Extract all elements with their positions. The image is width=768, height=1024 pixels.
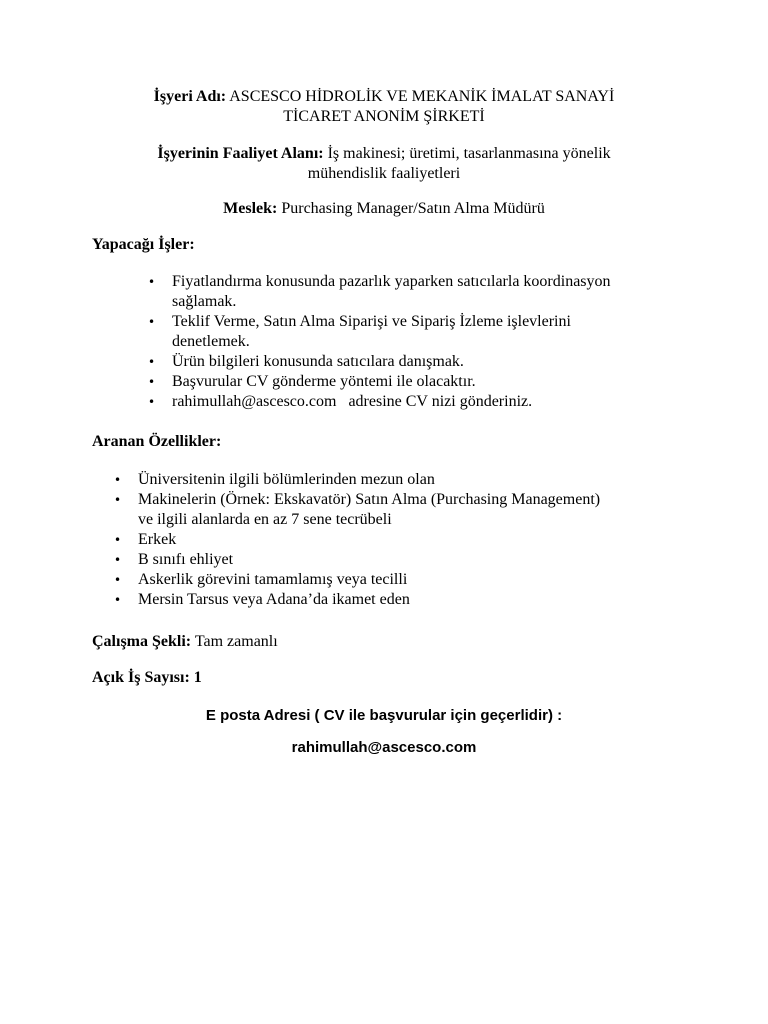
requirements-list: [114, 470, 714, 610]
duties-list: [148, 272, 708, 412]
requirement-line: Askerlik görevini tamamlamış veya tecilli: [138, 571, 408, 588]
work-type-label: Çalışma Şekli:: [92, 633, 192, 650]
bullet-icon: •: [148, 375, 156, 389]
list-item: [148, 352, 708, 372]
bullet-icon: •: [114, 493, 122, 507]
requirement-line: Mersin Tarsus veya Adana’da ikamet eden: [138, 591, 410, 608]
duty-line: Fiyatlandırma konusunda pazarlık yaparken satıcılarla koordinasyon: [172, 273, 611, 290]
open-positions-label: Açık İş Sayısı: 1: [92, 669, 202, 686]
requirements-heading-text: Aranan Özellikler:: [92, 433, 222, 450]
list-item: [148, 372, 708, 392]
workplace-name-label: İşyeri Adı:: [153, 88, 227, 105]
bullet-icon: •: [148, 315, 156, 329]
bullet-icon: •: [148, 395, 156, 409]
activity-area-value-line2: mühendislik faaliyetleri: [307, 165, 461, 182]
email-label: E posta Adresi ( CV ile başvurular için geçerlidir) :: [205, 707, 563, 724]
workplace-name-value-line1: ASCESCO HİDROLİK VE MEKANİK İMALAT SANAYİ: [229, 88, 615, 105]
activity-area-line1: [0, 144, 768, 164]
list-item: [114, 570, 714, 590]
bullet-icon: •: [114, 553, 122, 567]
list-item: [114, 530, 714, 550]
duty-line: Ürün bilgileri konusunda satıcılara danışmak.: [172, 353, 464, 370]
profession-label: Meslek:: [223, 200, 278, 217]
requirement-line: ve ilgili alanlarda en az 7 sene tecrübeli: [138, 511, 392, 528]
duties-heading: [92, 235, 692, 255]
workplace-name-value-line2: TİCARET ANONİM ŞİRKETİ: [283, 108, 485, 125]
list-item: [114, 550, 714, 570]
duties-heading-text: Yapacağı İşler:: [92, 236, 195, 253]
email-address-link[interactable]: rahimullah@ascesco.com: [291, 739, 477, 756]
bullet-icon: •: [114, 533, 122, 547]
requirement-line: B sınıfı ehliyet: [138, 551, 234, 568]
activity-area-value-line1: İş makinesi; üretimi, tasarlanmasına yönelik: [327, 145, 611, 162]
bullet-icon: •: [148, 355, 156, 369]
list-item: [148, 312, 708, 352]
list-item: [148, 392, 708, 412]
list-item: [114, 590, 714, 610]
workplace-name-line1: [0, 87, 768, 107]
duty-line: rahimullah@ascesco.com adresine CV nizi gönderiniz.: [172, 393, 533, 410]
bullet-icon: •: [148, 275, 156, 289]
open-positions-block: [92, 668, 692, 688]
list-item: [114, 470, 714, 490]
duty-line: sağlamak.: [172, 293, 237, 310]
workplace-name-block: [0, 87, 768, 127]
work-type-value: Tam zamanlı: [194, 633, 278, 650]
requirement-line: Üniversitenin ilgili bölümlerinden mezun olan: [138, 471, 435, 488]
list-item: [148, 272, 708, 312]
duty-line: denetlemek.: [172, 333, 250, 350]
activity-area-block: [0, 144, 768, 184]
requirements-heading: [92, 432, 692, 452]
work-type-block: [92, 632, 692, 652]
duty-line: Başvurular CV gönderme yöntemi ile olacaktır.: [172, 373, 476, 390]
bullet-icon: •: [114, 593, 122, 607]
requirement-line: Erkek: [138, 531, 177, 548]
duty-line: Teklif Verme, Satın Alma Siparişi ve Sipariş İzleme işlevlerini: [172, 313, 571, 330]
profession-block: [0, 199, 768, 219]
bullet-icon: •: [114, 473, 122, 487]
requirement-line: Makinelerin (Örnek: Ekskavatör) Satın Alma (Purchasing Management): [138, 491, 601, 508]
bullet-icon: •: [114, 573, 122, 587]
profession-value: Purchasing Manager/Satın Alma Müdürü: [281, 200, 545, 217]
list-item: [114, 490, 714, 530]
activity-area-label: İşyerinin Faaliyet Alanı:: [157, 145, 324, 162]
